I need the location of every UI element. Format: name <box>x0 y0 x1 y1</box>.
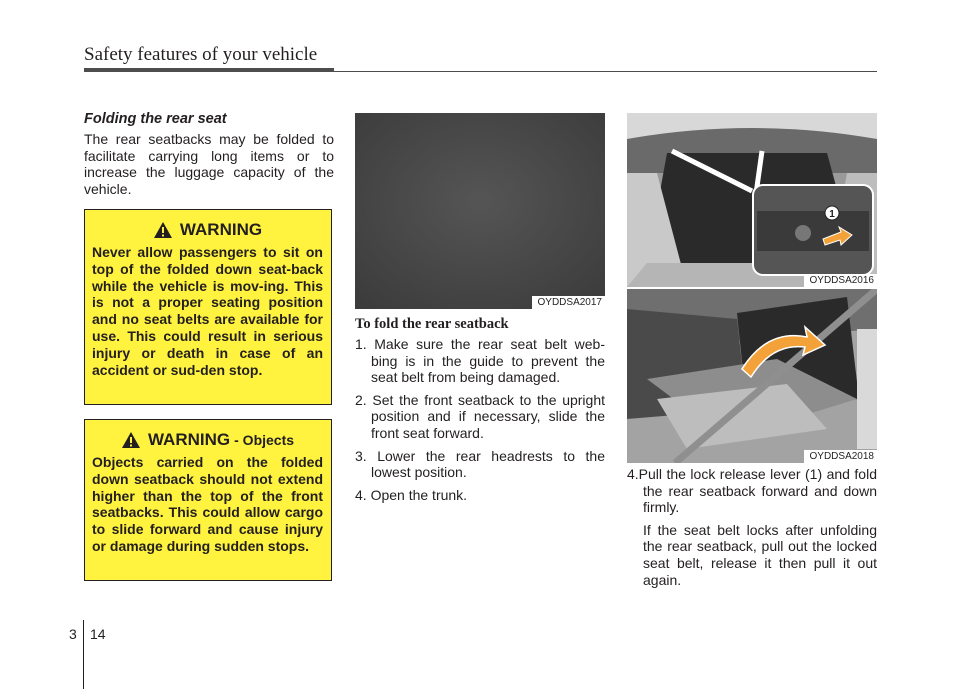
callout-number: 1 <box>829 209 835 220</box>
procedure-step-note: If the seat belt locks after unfolding the rear seatback, pull out the locked seat belt, release it then pull it out again. <box>643 521 877 588</box>
figure-seat-belt-guide <box>355 113 605 309</box>
seat-belt-guide-image <box>355 113 605 309</box>
procedure-steps <box>355 336 605 503</box>
warning-triangle-icon <box>153 221 173 239</box>
procedure-step: 4. Open the trunk. <box>355 486 468 503</box>
warning-header <box>92 430 323 450</box>
figure-fold-seatback <box>627 289 877 463</box>
header-rule <box>334 71 877 72</box>
footer-chapter-number: 3 <box>69 626 77 642</box>
figure-trunk-lever <box>627 113 877 287</box>
intro-paragraph: The rear seatbacks may be folded to facilitate carrying long items or to increase the luggage capacity of the vehicle. <box>84 131 334 197</box>
procedure-column <box>355 316 605 509</box>
warning-subtitle: - Objects <box>234 432 295 448</box>
warning-box-passengers <box>84 209 332 405</box>
warning-triangle-icon <box>121 431 141 449</box>
footer-page-number: 14 <box>90 626 106 642</box>
intro-column <box>84 111 334 197</box>
warning-title: WARNING <box>147 430 231 449</box>
fold-seatback-image <box>627 289 877 463</box>
header-bar <box>84 68 334 72</box>
procedure-step: 3. Lower the rear headrests to the lowest position. <box>355 447 605 481</box>
warning-text: Never allow passengers to sit on top of the folded down seat-back while the vehicle is mov-ing. This is not a proper seating position and no seat belts are available for use. This could result in serious injury or death in case of an accident or sud-den stop. <box>92 244 323 378</box>
header-title: Safety features of your vehicle <box>84 44 318 65</box>
section-title: Folding the rear seat <box>84 111 227 127</box>
warning-box-objects <box>84 419 332 581</box>
warning-title: WARNING <box>179 220 263 239</box>
figure-caption: OYDDSA2018 <box>804 450 877 463</box>
procedure-heading: To fold the rear seatback <box>355 316 509 332</box>
procedure-step: 1. Make sure the rear seat belt web-bing is in the guide to prevent the seat belt from being damaged. <box>355 336 605 386</box>
procedure-continued-column <box>627 466 877 588</box>
warning-text: Objects carried on the folded down seatback should not extend higher than the top of the front seatbacks. This could allow cargo to slide forward and cause injury or damage during sudden stops. <box>92 454 323 554</box>
warning-header <box>92 220 323 240</box>
procedure-step-lever: 4.Pull the lock release lever (1) and fold the rear seatback forward and down firmly. <box>627 466 877 516</box>
procedure-step: 2. Set the front seatback to the upright position and if necessary, slide the front seat forward. <box>355 391 605 441</box>
trunk-lever-image <box>627 113 877 287</box>
footer-divider <box>83 620 84 689</box>
figure-caption: OYDDSA2017 <box>532 296 605 309</box>
figure-caption: OYDDSA2016 <box>804 274 877 287</box>
